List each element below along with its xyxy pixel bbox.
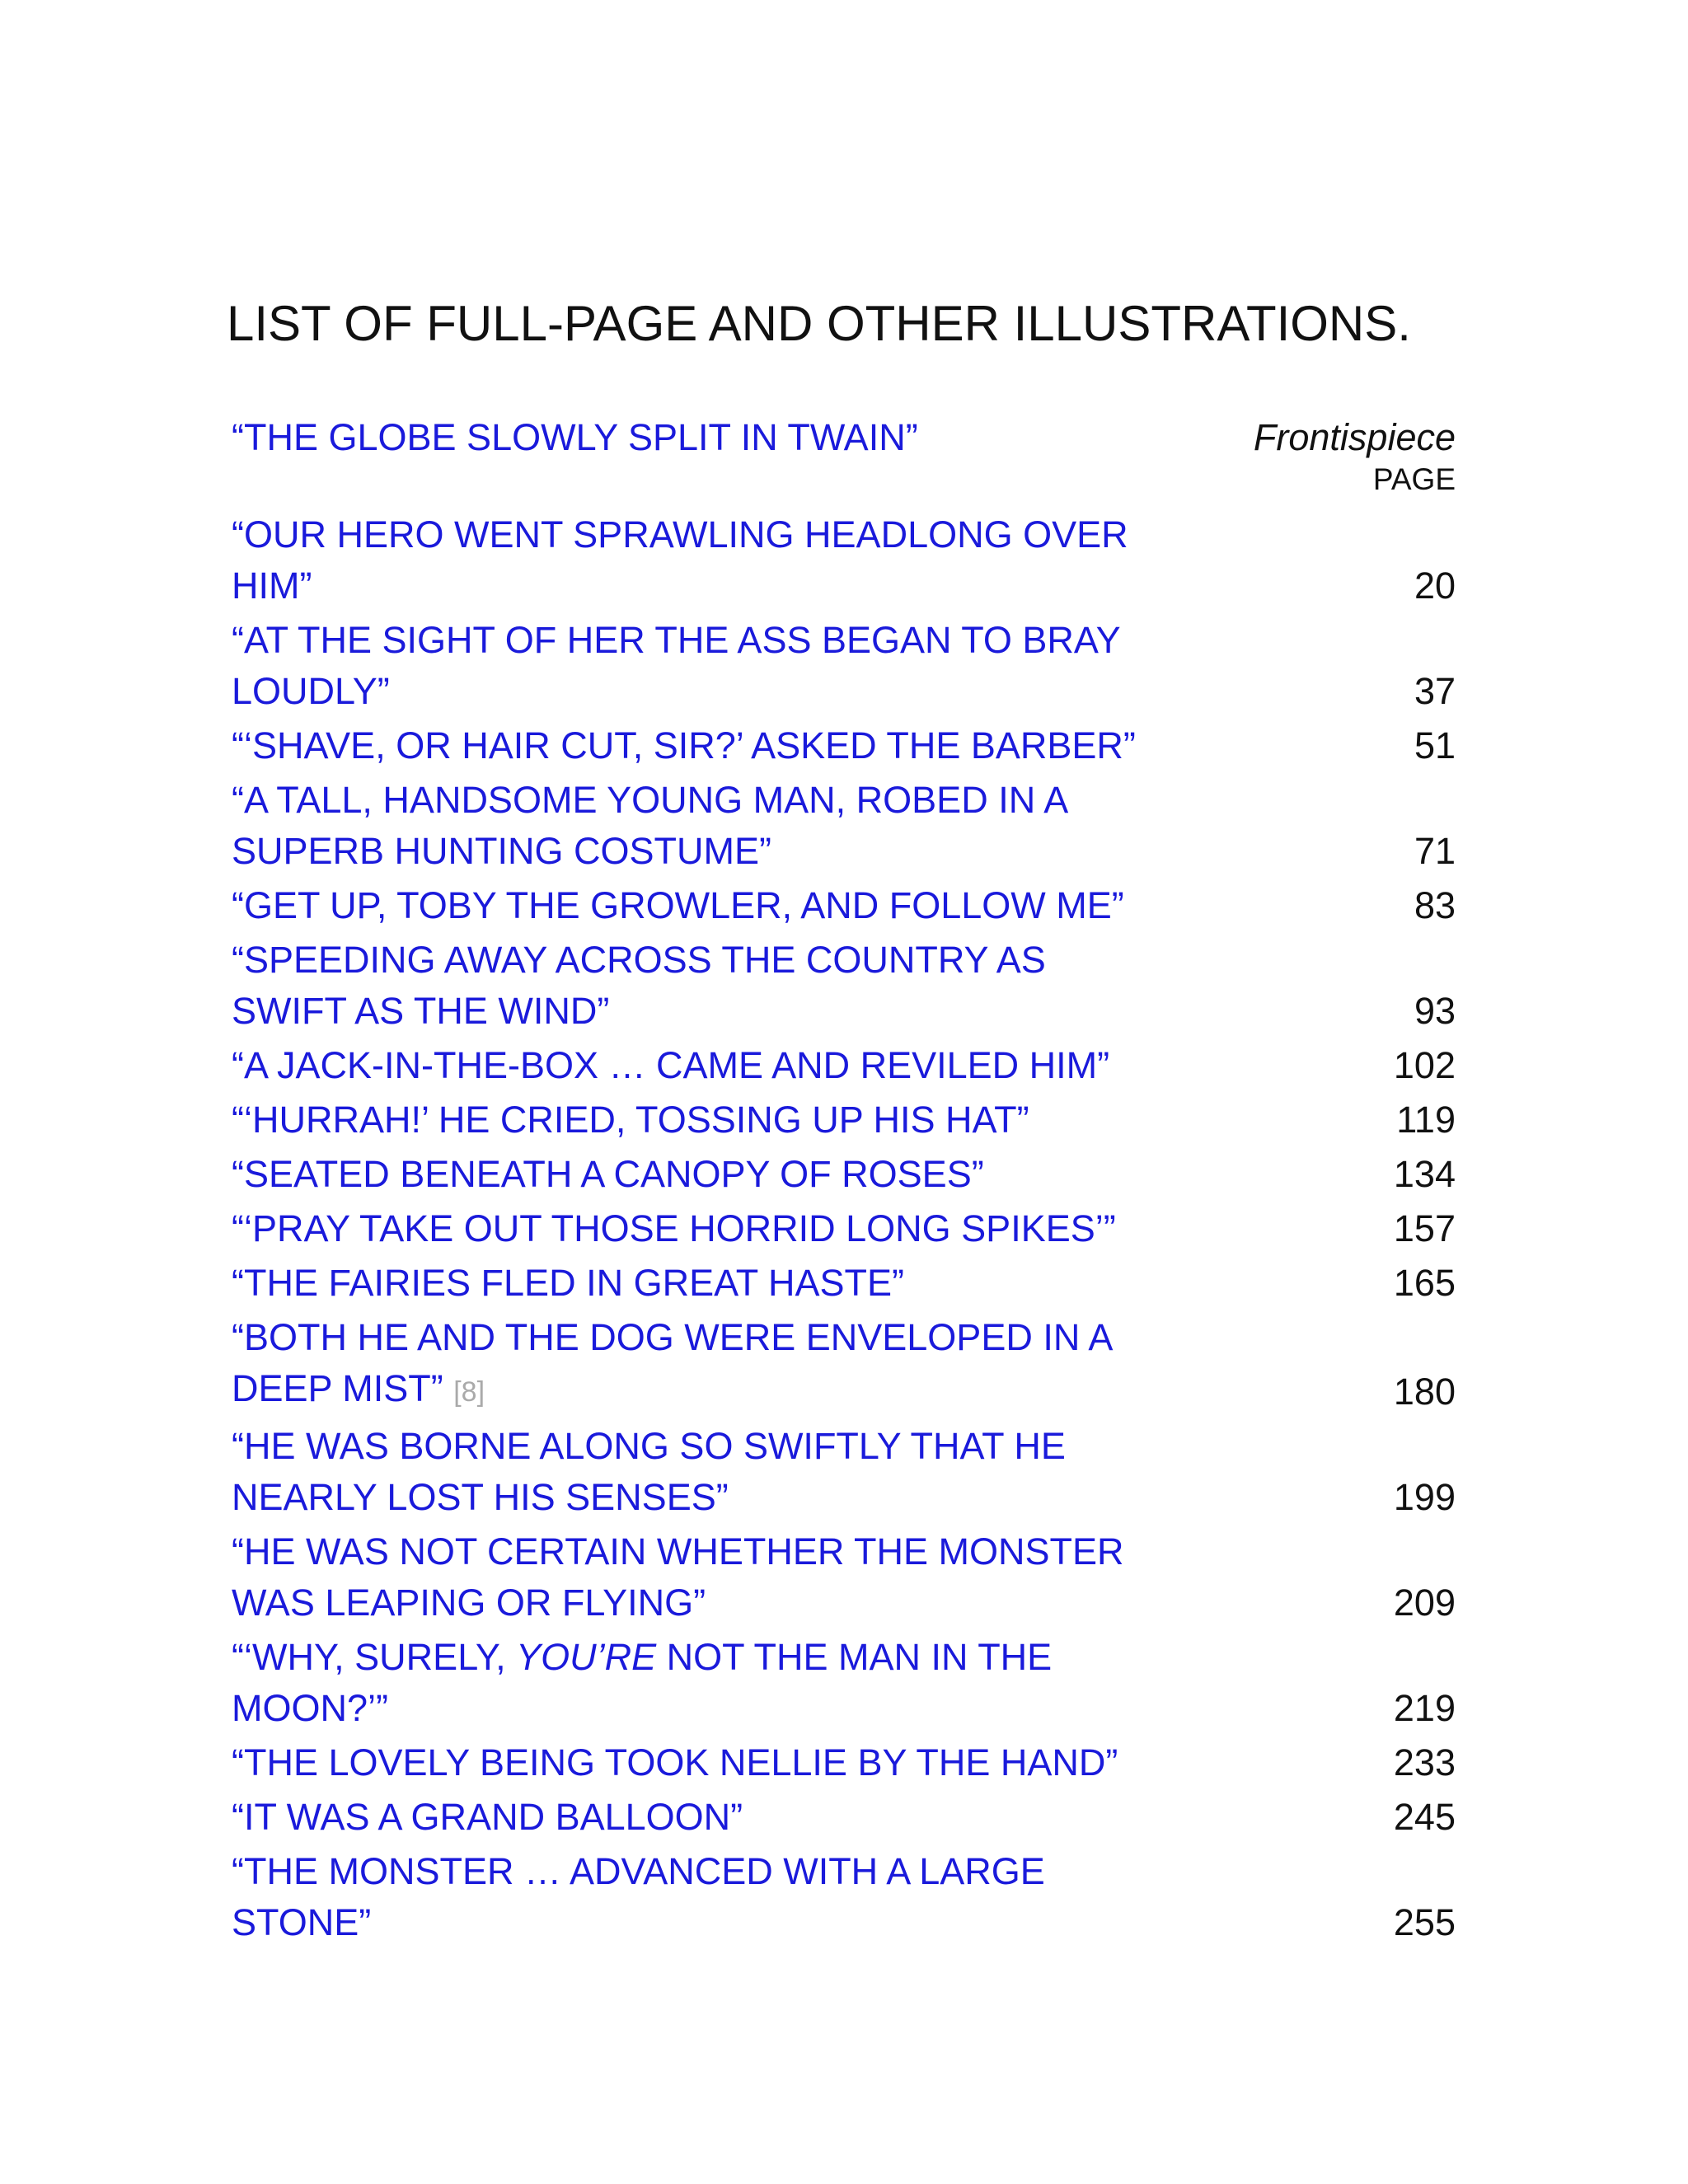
list-item bbox=[232, 1312, 1456, 1418]
illustration-link[interactable]: “THE LOVELY BEING TOOK NELLIE BY THE HAND” bbox=[232, 1741, 1118, 1783]
illustration-link[interactable] bbox=[232, 1421, 1204, 1523]
page-title: LIST OF FULL-PAGE AND OTHER ILLUSTRATIONS. bbox=[227, 296, 1411, 351]
illustration-link[interactable]: “‘HURRAH!’ HE CRIED, TOSSING UP HIS HAT” bbox=[232, 1099, 1029, 1141]
caption-line: WAS LEAPING OR FLYING” bbox=[232, 1582, 706, 1624]
page-number: 134 bbox=[1393, 1153, 1456, 1195]
list-item bbox=[232, 509, 1456, 612]
page-number: 199 bbox=[1393, 1476, 1456, 1518]
illustration-link[interactable]: “SEATED BENEATH A CANOPY OF ROSES” bbox=[232, 1153, 984, 1195]
list-item-frontispiece bbox=[232, 412, 1456, 463]
list-item bbox=[232, 1094, 1456, 1146]
illustration-link[interactable] bbox=[232, 935, 1204, 1037]
page-number: 102 bbox=[1393, 1044, 1456, 1086]
list-item bbox=[232, 1792, 1456, 1843]
list-item bbox=[232, 775, 1456, 877]
page-number: 51 bbox=[1414, 724, 1456, 766]
illustration-link[interactable] bbox=[232, 509, 1204, 612]
list-item bbox=[232, 615, 1456, 717]
page-number: 119 bbox=[1396, 1099, 1456, 1141]
list-item bbox=[232, 1421, 1456, 1523]
list-item bbox=[232, 1203, 1456, 1254]
illustration-link[interactable]: “THE FAIRIES FLED IN GREAT HASTE” bbox=[232, 1262, 904, 1304]
page-number: 255 bbox=[1393, 1901, 1456, 1943]
page-number: 245 bbox=[1393, 1796, 1456, 1838]
page-number: 83 bbox=[1414, 884, 1456, 926]
page-number: 71 bbox=[1414, 830, 1456, 872]
page-number: 20 bbox=[1414, 565, 1456, 607]
page-column-label: PAGE bbox=[1372, 462, 1456, 496]
page-number: 219 bbox=[1393, 1687, 1456, 1729]
caption-line: MOON?’” bbox=[232, 1687, 388, 1729]
illustration-link[interactable] bbox=[232, 1632, 1204, 1734]
illustrations-list bbox=[232, 412, 1456, 1952]
caption-line: DEEP MIST” bbox=[232, 1367, 443, 1409]
caption-line: LOUDLY” bbox=[232, 670, 390, 712]
page-number: 157 bbox=[1393, 1207, 1456, 1249]
caption-line: STONE” bbox=[232, 1901, 372, 1943]
page-number: 37 bbox=[1414, 670, 1456, 712]
caption-line: SUPERB HUNTING COSTUME” bbox=[232, 830, 772, 872]
page-number: 209 bbox=[1393, 1582, 1456, 1624]
list-item bbox=[232, 935, 1456, 1037]
page-number: Frontispiece bbox=[1253, 416, 1456, 458]
illustration-link[interactable]: “GET UP, TOBY THE GROWLER, AND FOLLOW ME” bbox=[232, 884, 1124, 926]
illustration-link[interactable] bbox=[232, 1526, 1204, 1629]
caption-line: “BOTH HE AND THE DOG WERE ENVELOPED IN A bbox=[232, 1316, 1114, 1358]
caption-line: “SPEEDING AWAY ACROSS THE COUNTRY AS bbox=[232, 939, 1046, 981]
caption-line: “AT THE SIGHT OF HER THE ASS BEGAN TO BRAY bbox=[232, 619, 1121, 661]
list-item bbox=[232, 720, 1456, 771]
page-number: 180 bbox=[1393, 1371, 1456, 1413]
list-item bbox=[232, 1846, 1456, 1948]
caption-line: “HE WAS BORNE ALONG SO SWIFTLY THAT HE bbox=[232, 1425, 1066, 1467]
list-item bbox=[232, 1258, 1456, 1309]
list-item bbox=[232, 1526, 1456, 1629]
caption-line: “A TALL, HANDSOME YOUNG MAN, ROBED IN A bbox=[232, 779, 1069, 821]
list-item bbox=[232, 880, 1456, 931]
illustration-link[interactable]: “A JACK-IN-THE-BOX … CAME AND REVILED HIM” bbox=[232, 1044, 1110, 1086]
caption-line: “THE MONSTER … ADVANCED WITH A LARGE bbox=[232, 1850, 1045, 1892]
page-number: 93 bbox=[1414, 990, 1456, 1032]
caption-segment: NOT THE MAN IN THE bbox=[656, 1636, 1053, 1678]
illustration-link[interactable]: “‘SHAVE, OR HAIR CUT, SIR?’ ASKED THE BARBER” bbox=[232, 724, 1136, 766]
illustration-link[interactable]: “‘PRAY TAKE OUT THOSE HORRID LONG SPIKES’” bbox=[232, 1207, 1116, 1249]
caption-line: HIM” bbox=[232, 565, 312, 607]
caption-line: “OUR HERO WENT SPRAWLING HEADLONG OVER bbox=[232, 513, 1128, 555]
page-number: 165 bbox=[1393, 1262, 1456, 1304]
list-item bbox=[232, 1040, 1456, 1091]
caption-line: NEARLY LOST HIS SENSES” bbox=[232, 1476, 729, 1518]
caption-segment: “‘WHY, SURELY, bbox=[232, 1636, 517, 1678]
illustration-link[interactable]: “IT WAS A GRAND BALLOON” bbox=[232, 1796, 743, 1838]
caption-line: “HE WAS NOT CERTAIN WHETHER THE MONSTER bbox=[232, 1530, 1124, 1572]
illustration-link[interactable] bbox=[232, 1312, 1204, 1418]
caption-emphasis: YOU’RE bbox=[516, 1636, 657, 1678]
page-reference: [8] bbox=[453, 1376, 485, 1408]
caption-line: SWIFT AS THE WIND” bbox=[232, 990, 610, 1032]
page-number: 233 bbox=[1393, 1741, 1456, 1783]
illustration-link[interactable]: “THE GLOBE SLOWLY SPLIT IN TWAIN” bbox=[232, 416, 918, 458]
illustration-link[interactable] bbox=[232, 615, 1204, 717]
list-item bbox=[232, 1149, 1456, 1200]
list-item bbox=[232, 1737, 1456, 1788]
illustration-link[interactable] bbox=[232, 775, 1204, 877]
illustration-link[interactable] bbox=[232, 1846, 1204, 1948]
list-item bbox=[232, 1632, 1456, 1734]
